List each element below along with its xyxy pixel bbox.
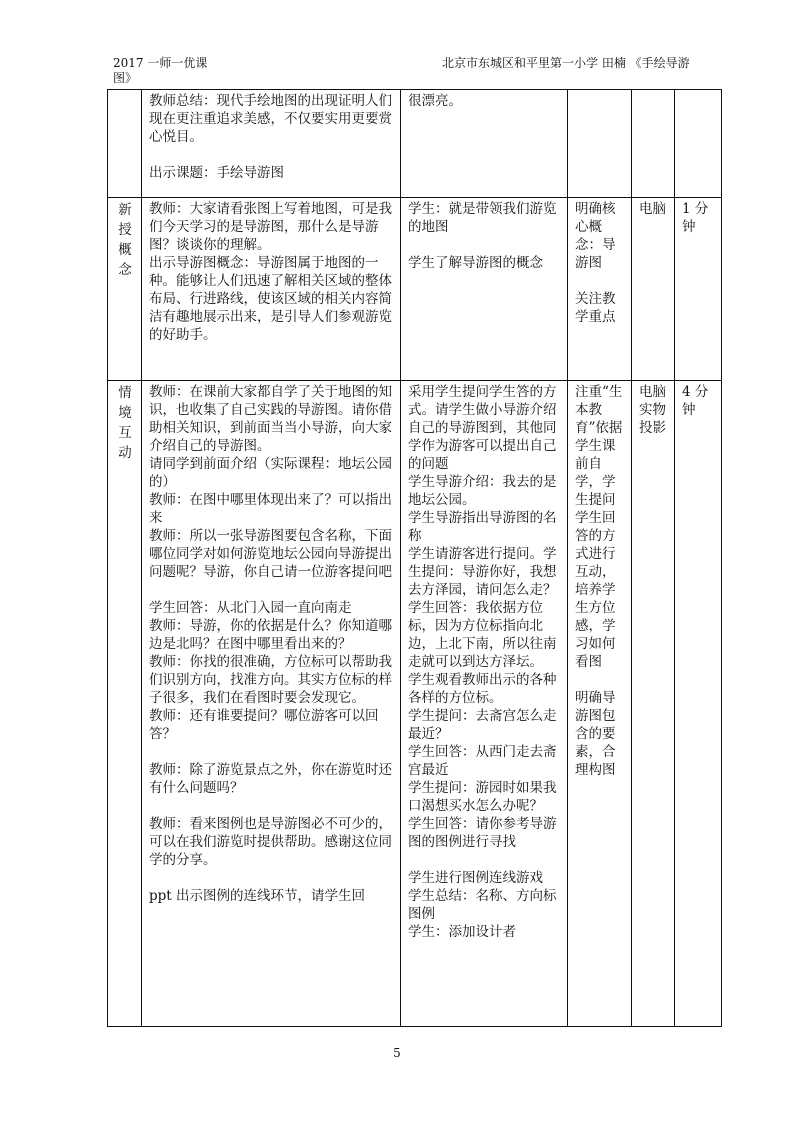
teacher-activity-cell [142,90,401,198]
cell-paragraph: 学生回答：我依据方位标，因为方位标指向北边，上北下南，所以往南走就可以到达方泽坛。 [408,600,557,670]
cell-paragraph: 学生回答：从西门走去斋宫最近 [408,744,557,778]
table-row [108,198,722,381]
cell-paragraph: 请同学到前面介绍（实际课程：地坛公园的） [149,456,392,490]
cell-paragraph: 学生请游客进行提问。学生提问：导游你好，我想去方泽园，请问怎么走？ [408,546,557,598]
cell-paragraph: 教师：除了游览景点之外，你在游览时还有什么问题吗？ [149,762,392,796]
cell-paragraph: 出示导游图概念：导游图属于地图的一种。能够让人们迅速了解相关区域的整体布局、行进路线，使该区域的相关内容简洁有趣地展示出来，是引导人们参观游览的好助手。 [149,255,392,343]
cell-paragraph: 教师：看来图例也是导游图必不可少的，可以在我们游览时提供帮助。感谢这位同学的分享。 [149,816,392,868]
cell-paragraph: 注重“生本教育”依据学生课前自学，学生提问学生回答的方式进行互动，培养学生方位感，学习如何看图 [575,384,623,670]
cell-paragraph: 学生提问：游园时如果我口渴想买水怎么办呢？ [408,780,557,814]
cell-paragraph: 教师：还有谁要提问？哪位游客可以回答？ [149,708,379,742]
cell-paragraph: 学生导游介绍：我去的是地坛公园。 [408,474,557,508]
stage-label: 新授概念 [118,202,132,278]
cell-paragraph: 教师：导游，你的依据是什么？你知道哪边是北吗？在图中哪里看出来的？ [149,618,392,652]
cell-paragraph: 关注教学重点 [575,291,616,325]
cell-paragraph [149,797,394,815]
page-number: 5 [393,1046,401,1060]
cell-paragraph: 采用学生提问学生答的方式。请学生做小导游介绍自己的导游图到，其他同学作为游客可以提出自己的问题 [408,384,557,472]
cell-paragraph: 教师：你找的很准确，方位标可以帮助我们识别方向，找准方向。其实方位标的样子很多，我们在看图时要会发现它。 [149,654,392,706]
time-cell [675,90,722,198]
stage-label: 情境互动 [118,385,132,461]
student-activity-cell [401,198,568,381]
table-row [108,90,722,198]
cell-paragraph: 教师：在图中哪里体现出来了？可以指出来 [149,492,392,526]
cell-paragraph: 学生：添加设计者 [408,924,516,940]
stage-cell [108,198,142,381]
cell-paragraph [575,272,625,290]
cell-paragraph: 教师：大家请看张图上写着地图，可是我们今天学习的是导游图，那什么是导游图？谈谈你的理解。 [149,201,392,253]
student-activity-cell [401,90,568,198]
stage-cell [108,90,142,198]
lesson-plan-table [107,89,722,1027]
cell-paragraph: 明确导游图包含的要素，合理构图 [575,690,616,778]
teacher-activity-cell [142,198,401,381]
cell-paragraph: 学生回答：从北门入园一直向南走 [149,600,352,616]
header-right: 北京市东城区和平里第一小学 田楠 《手绘导游 [442,56,690,70]
media-cell [632,381,675,1027]
cell-paragraph: 学生回答：请你参考导游图的图例进行寻找 [408,816,557,850]
student-activity-cell [401,381,568,1027]
cell-paragraph: 出示课题：手绘导游图 [149,165,284,181]
cell-paragraph: ppt 出示图例的连线环节，请学生回 [149,888,365,904]
cell-paragraph [149,869,394,887]
cell-paragraph [408,236,561,254]
cell-paragraph [149,743,394,761]
time-cell [675,381,722,1027]
cell-paragraph: 教师：所以一张导游图要包含名称，下面哪位同学对如何游览地坛公园向导游提出问题呢？导游，你自己请一位游客提问吧 [149,528,392,580]
cell-paragraph [575,671,625,689]
cell-paragraph [408,851,561,869]
design-intent-cell [568,198,632,381]
cell-paragraph: 学生提问：去斋宫怎么走最近？ [408,708,557,742]
time-cell-text: 1 分钟 [682,201,709,235]
media-cell-text: 电脑实物投影 [639,384,666,436]
media-cell-text: 电脑 [639,201,666,217]
design-intent-cell [568,381,632,1027]
cell-paragraph [149,146,394,164]
time-cell-text: 4 分钟 [682,384,709,418]
cell-paragraph: 教师：在课前大家都自学了关于地图的知识，也收集了自己实践的导游图。请你借助相关知识，到前面当当小导游，向大家介绍自己的导游图。 [149,384,392,454]
cell-paragraph: 学生观看教师出示的各种各样的方位标。 [408,672,557,706]
design-intent-cell [568,90,632,198]
media-cell [632,198,675,381]
teacher-activity-cell [142,381,401,1027]
cell-paragraph: 学生总结：名称、方向标图例 [408,888,557,922]
stage-cell [108,381,142,1027]
cell-paragraph: 教师总结：现代手绘地图的出现证明人们现在更注重追求美感，不仅要实用更要赏心悦目。 [149,93,392,145]
cell-paragraph: 明确核心概念：导游图 [575,201,616,271]
cell-paragraph: 学生：就是带领我们游览的地图 [408,201,557,235]
time-cell [675,198,722,381]
media-cell [632,90,675,198]
header-left: 2017 一师一优课图》 [113,56,208,85]
cell-paragraph [149,581,394,599]
cell-paragraph: 很漂亮。 [408,93,462,109]
cell-paragraph: 学生了解导游图的概念 [408,255,543,271]
cell-paragraph: 学生进行图例连线游戏 [408,870,543,886]
table-row [108,381,722,1027]
cell-paragraph: 学生导游指出导游图的名称 [408,510,557,544]
